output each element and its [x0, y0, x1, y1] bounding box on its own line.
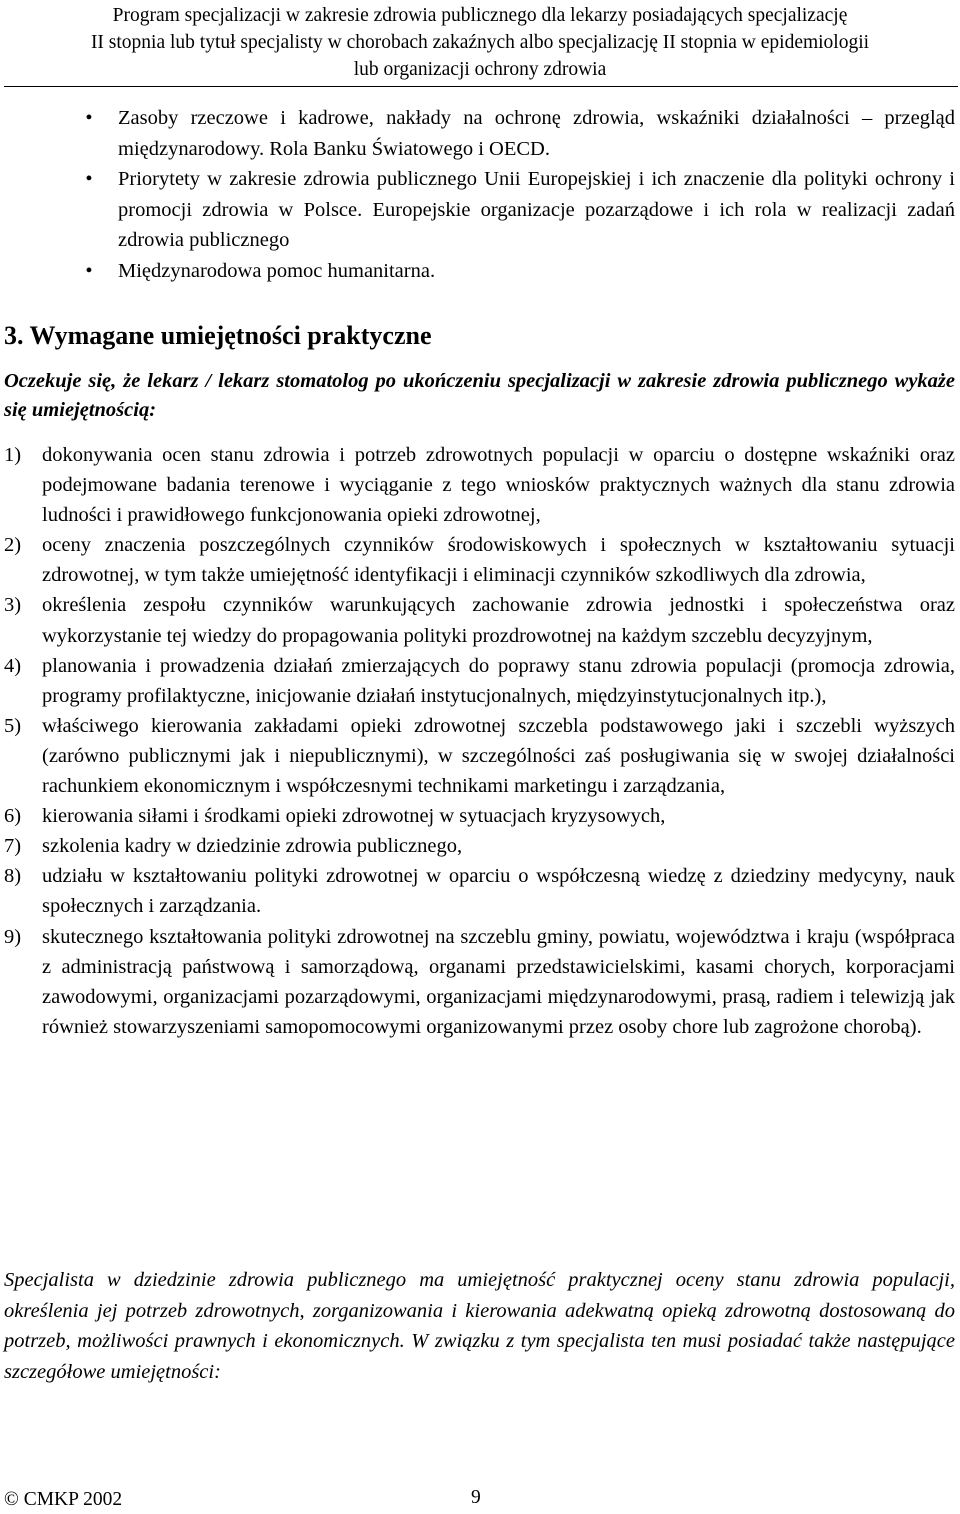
bullet-list: [0, 103, 960, 286]
bullet-icon: •: [85, 259, 93, 282]
header-line-2: II stopnia lub tytuł specjalisty w chorobach zakaźnych albo specjalizację II stopnia w epidemiologii: [90, 32, 870, 53]
bullet-text: Priorytety w zakresie zdrowia publicznego Unii Europejskiej i ich znaczenie dla polityki ochrony i promocji zdrowia w Polsce. Europejskie organizacje pozarządowe i ich rola w realizacji zadań zdrowia publicznego: [118, 168, 955, 251]
page-header: [0, 2, 960, 83]
header-line-1: Program specjalizacji w zakresie zdrowia publicznego dla lekarzy posiadających specjalizację: [112, 5, 848, 26]
skill-item: [0, 801, 960, 831]
skill-item: [0, 831, 960, 861]
skill-item: [0, 530, 960, 590]
bullet-item: [0, 164, 960, 256]
skill-item: [0, 922, 960, 1042]
header-divider: [4, 86, 958, 87]
section-heading: 3. Wymagane umiejętności praktyczne: [4, 321, 432, 350]
bullet-item: [0, 256, 960, 287]
skill-text: kierowania siłami i środkami opieki zdrowotnej w sytuacjach kryzysowych,: [42, 805, 666, 828]
skill-text: udziału w kształtowaniu polityki zdrowotnej w oparciu o współczesną wiedzę z dziedziny medycyny, nauk społecznych i zarządzania.: [42, 865, 955, 918]
summary-paragraph: Specjalista w dziedzinie zdrowia publicznego ma umiejętność praktycznej oceny stanu zdrowia populacji, określenia jej potrzeb zdrowotnych, zorganizowania i kierowania adekwatną opieką zdrowotną dostosowaną do potrzeb, możliwości prawnych i ekonomicznych. W związku z tym specjalista ten musi posiadać także następujące szczegółowe umiejętności:: [4, 1269, 955, 1383]
skills-list: [0, 440, 960, 1042]
skill-item: [0, 590, 960, 650]
skill-number: 1): [4, 444, 22, 466]
page-number: 9: [471, 1487, 481, 1508]
bullet-text: Międzynarodowa pomoc humanitarna.: [118, 259, 436, 282]
skill-number: 4): [4, 654, 22, 677]
bullet-icon: •: [85, 168, 93, 190]
bullet-item: [0, 103, 960, 164]
bullet-text: Zasoby rzeczowe i kadrowe, nakłady na ochronę zdrowia, wskaźniki działalności – przegląd międzynarodowy. Rola Banku Światowego i OECD.: [118, 107, 955, 160]
footer-copyright: © CMKP 2002: [4, 1489, 123, 1510]
skill-text: szkolenia kadry w dziedzinie zdrowia publicznego,: [42, 835, 463, 858]
skill-text: dokonywania ocen stanu zdrowia i potrzeb zdrowotnych populacji w oparciu o dostępne wskaźniki oraz podejmowane badania terenowe i wyciąganie z tego wniosków praktycznych ważnych dla stanu zdrowia ludności i prawidłowego funkcjonowania opieki zdrowotnej,: [42, 444, 955, 527]
skill-number: 5): [4, 714, 22, 737]
bullet-icon: •: [85, 107, 93, 129]
header-line-3: lub organizacji ochrony zdrowia: [353, 59, 607, 80]
skill-item: [0, 861, 960, 921]
skill-item: [0, 711, 960, 801]
skill-text: skutecznego kształtowania polityki zdrowotnej na szczeblu gminy, powiatu, województwa i kraju (współpraca z administracją państwową i samorządową, organami przedstawicielskimi, kasami chorych, korporacjami zawodowymi, organizacjami pozarządowymi, organizacjami międzynarodowymi, prasą, radiem i telewizją jak również stowarzyszeniami samopomocowymi organizowanymi przez osoby chore lub zagrożone chorobą).: [42, 925, 955, 1038]
skill-item: [0, 440, 960, 530]
skill-number: 8): [4, 865, 22, 888]
skill-text: planowania i prowadzenia działań zmierzających do poprawy stanu zdrowia populacji (promocja zdrowia, programy profilaktyczne, inicjowanie działań instytucjonalnych, międzyinstytucjonalnych itp.),: [42, 654, 955, 707]
skill-text: oceny znaczenia poszczególnych czynników środowiskowych i społecznych w kształtowaniu sytuacji zdrowotnej, w tym także umiejętność identyfikacji i eliminacji czynników szkodliwych dla zdrowia,: [42, 534, 955, 587]
skill-text: właściwego kierowania zakładami opieki zdrowotnej szczebla podstawowego jaki i szczebli wyższych (zarówno publicznymi jak i niepublicznymi), w szczególności zaś posługiwania się w swojej działalności rachunkiem ekonomicznym i współczesnymi technikami marketingu i zarządzania,: [42, 714, 955, 798]
skill-number: 3): [4, 594, 22, 617]
skill-number: 7): [4, 835, 22, 858]
skill-number: 6): [4, 805, 22, 828]
section-intro: Oczekuje się, że lekarz / lekarz stomatolog po ukończeniu specjalizacji w zakresie zdrowia publicznego wykaże się umiejętnością:: [4, 370, 955, 421]
skill-number: 9): [4, 925, 22, 948]
skill-number: 2): [4, 534, 22, 557]
skill-item: [0, 651, 960, 711]
skill-text: określenia zespołu czynników warunkujących zachowanie zdrowia jednostki i społeczeństwa oraz wykorzystanie tej wiedzy do propagowania polityki prozdrowotnej na każdym szczeblu decyzyjnym,: [42, 594, 955, 647]
